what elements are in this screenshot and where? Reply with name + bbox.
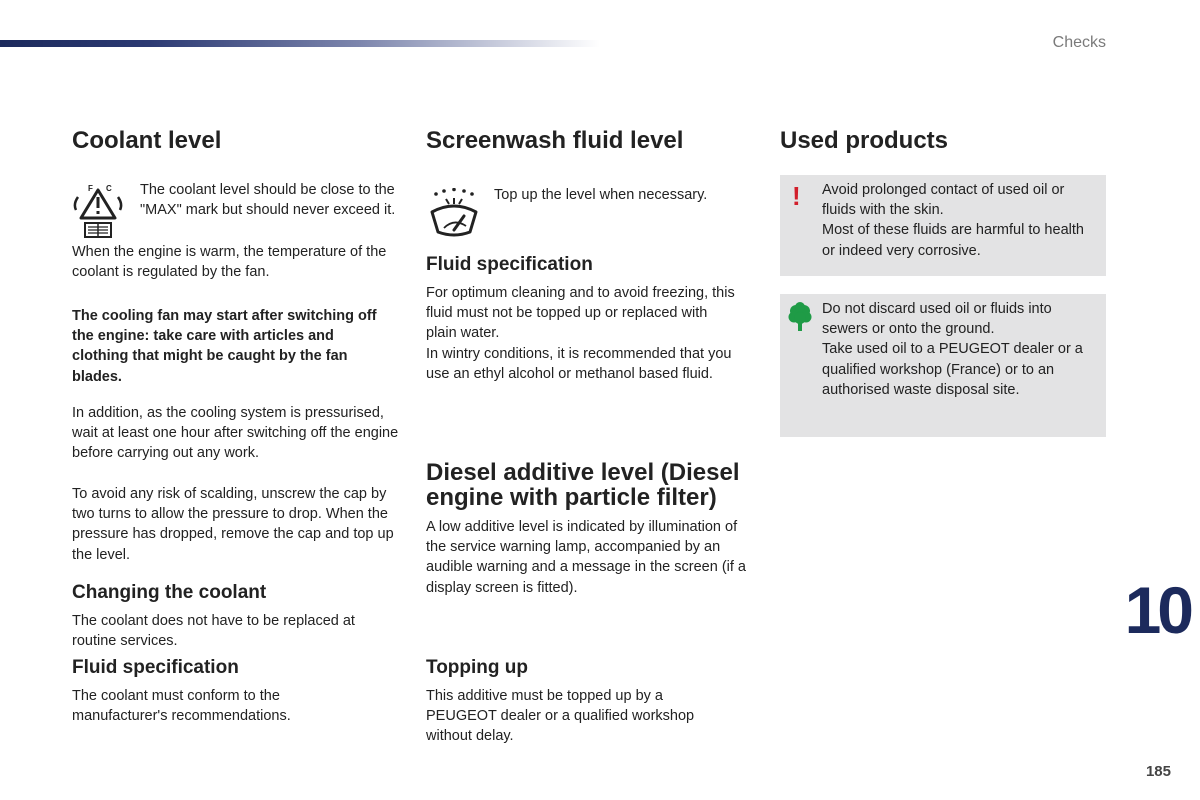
screenwash-spec-title: Fluid specification xyxy=(426,254,593,275)
screenwash-title: Screenwash fluid level xyxy=(426,127,684,154)
used-products-section xyxy=(780,126,1106,398)
changing-coolant-text: The coolant does not have to be replaced at routine services. xyxy=(72,613,355,650)
coolant-pressure-2: To avoid any risk of scalding, unscrew the cap by two turns to allow the pressure to drop. When the pressure has dropped, remove the cap and top up the level. xyxy=(72,486,394,563)
svg-text:C: C xyxy=(106,184,112,193)
used-products-title: Used products xyxy=(780,127,949,154)
coolant-spec-text: The coolant must conform to the manufacturer's recommendations. xyxy=(72,688,291,725)
coolant-intro: When the engine is warm, the temperature of the coolant is regulated by the fan. xyxy=(72,244,387,281)
disposal-notice xyxy=(780,294,1106,437)
coolant-fan-warning: The cooling fan may start after switching off the engine: take care with articles and clothing that might be caught by the fan blades. xyxy=(72,308,377,385)
skin-contact-text-2: Most of these fluids are harmful to health or indeed very corrosive. xyxy=(822,222,1084,259)
coolant-warning-icon xyxy=(72,182,128,240)
screenwash-icon xyxy=(426,188,482,240)
changing-coolant-title: Changing the coolant xyxy=(72,582,267,603)
skin-contact-notice xyxy=(780,175,1106,276)
coolant-spec-title: Fluid specification xyxy=(72,657,239,678)
screenwash-spec-text-1: For optimum cleaning and to avoid freezing, this fluid must not be topped up or replaced with plain water. xyxy=(426,285,735,342)
screenwash-spec-text-2: In wintry conditions, it is recommended that you use an ethyl alcohol or methanol based fluid. xyxy=(426,346,732,383)
topping-up-title: Topping up xyxy=(426,657,528,678)
svg-text:F: F xyxy=(88,184,93,193)
header-gradient-bar xyxy=(0,40,600,47)
coolant-title: Coolant level xyxy=(72,127,222,154)
diesel-additive-title: Diesel additive level (Diesel engine with particle filter) xyxy=(426,459,740,511)
exclamation-warning-icon: ! xyxy=(792,181,801,211)
topping-up-text: This additive must be topped up by a PEUGEOT dealer or a qualified workshop without delay. xyxy=(426,688,695,745)
chapter-number: 10 xyxy=(1124,573,1190,647)
diesel-additive-text: A low additive level is indicated by illumination of the service warning lamp, accompanied by an audible warning and a message in the screen (if a display screen is fitted). xyxy=(426,519,746,596)
page-number: 185 xyxy=(1145,763,1171,780)
disposal-text-1: Do not discard used oil or fluids into sewers or onto the ground. xyxy=(822,301,1052,338)
disposal-text-2: Take used oil to a PEUGEOT dealer or a qualified workshop (France) or to an authorised waste disposal site. xyxy=(822,341,1083,398)
environment-tree-icon xyxy=(788,302,812,337)
screenwash-icon-text: Top up the level when necessary. xyxy=(494,187,708,203)
coolant-pressure-1: In addition, as the cooling system is pressurised, wait at least one hour after switching off the engine before carrying out any work. xyxy=(72,405,399,462)
section-title: Checks xyxy=(1052,34,1106,51)
coolant-section xyxy=(72,126,402,725)
screenwash-section xyxy=(426,126,756,745)
skin-contact-text-1: Avoid prolonged contact of used oil or fluids with the skin. xyxy=(822,182,1065,219)
coolant-icon-text: The coolant level should be close to the "MAX" mark but should never exceed it. xyxy=(140,182,396,219)
